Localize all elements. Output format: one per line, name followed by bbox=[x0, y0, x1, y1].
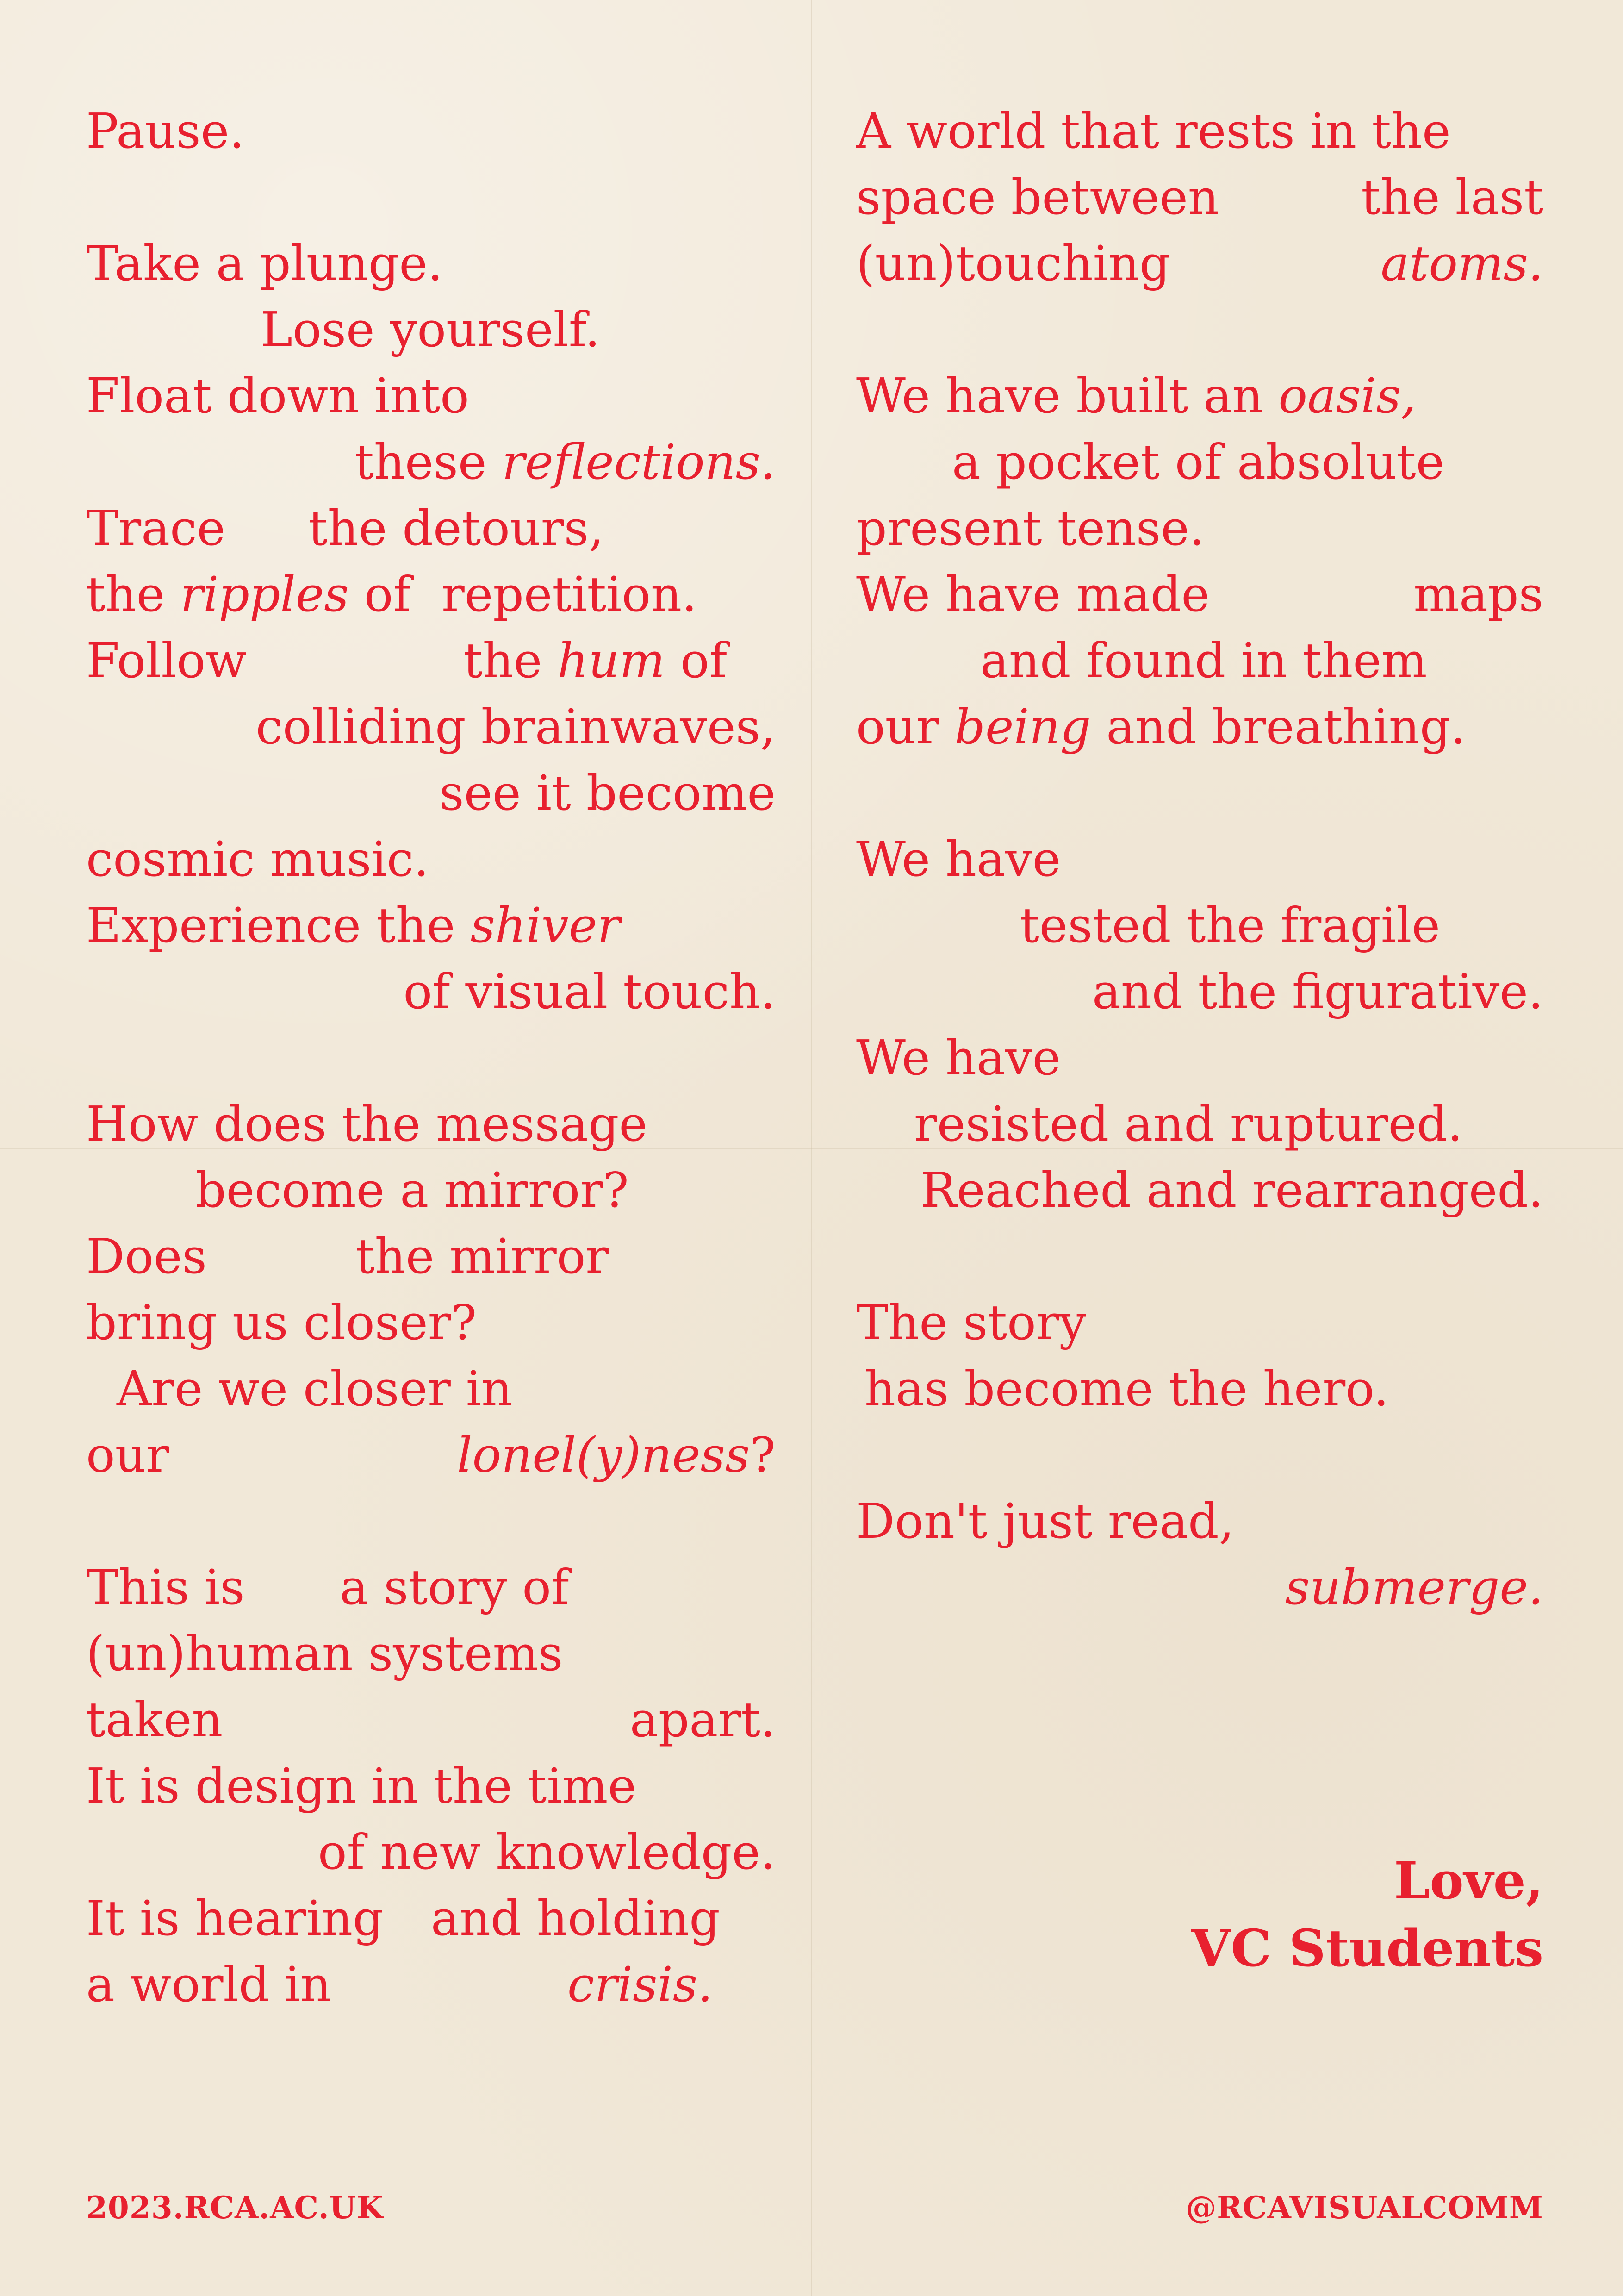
stanza-gap bbox=[856, 1422, 1543, 1488]
poem-line: a world in crisis. bbox=[86, 1956, 713, 2013]
stanza-gap bbox=[856, 1223, 1543, 1290]
poem-line: We have bbox=[856, 831, 1061, 887]
poem-line: become a mirror? bbox=[195, 1162, 629, 1218]
poem-line: Take a plunge. bbox=[86, 235, 443, 292]
poem-line: A world that rests in the bbox=[856, 103, 1451, 159]
stanza-gap bbox=[86, 164, 776, 231]
poem-line: Trace the detours, bbox=[86, 500, 604, 556]
poem-line bbox=[856, 1554, 1543, 1621]
poem-line: resisted and ruptured. bbox=[914, 1096, 1463, 1152]
poem-line: Are we closer in bbox=[117, 1360, 513, 1417]
stanza-gap bbox=[86, 1488, 776, 1554]
poem-line: The story bbox=[856, 1294, 1087, 1351]
emphasis-word: being bbox=[954, 699, 1091, 755]
poem-line: We have made maps bbox=[856, 566, 1543, 623]
poem-line: Don't just read, bbox=[856, 1493, 1234, 1549]
poem-line: We have built an oasis, bbox=[856, 368, 1417, 424]
emphasis-word: shiver bbox=[470, 897, 621, 954]
poem-line: Follow the hum of bbox=[86, 632, 728, 689]
poem-line: This is a story of bbox=[86, 1559, 569, 1616]
poem-line: and the figurative. bbox=[1092, 963, 1543, 1020]
emphasis-word: atoms. bbox=[1380, 235, 1543, 292]
poem-line: present tense. bbox=[856, 500, 1205, 556]
poem-line: our being and breathing. bbox=[856, 699, 1466, 755]
footer-website-link[interactable]: 2023.RCA.AC.UK bbox=[86, 2190, 384, 2226]
emphasis-word: hum bbox=[557, 632, 665, 689]
footer-social-handle[interactable]: @RCAVISUALCOMM bbox=[1186, 2190, 1543, 2226]
poem-line: see it become bbox=[439, 765, 776, 821]
poem-line: tested the fragile bbox=[1020, 897, 1440, 954]
poem-line: Pause. bbox=[86, 103, 245, 159]
poem-line: of new knowledge. bbox=[318, 1824, 776, 1880]
poem-right-column bbox=[856, 98, 1543, 1621]
emphasis-word: lonel(y)ness bbox=[457, 1427, 750, 1483]
signoff-love: Love, bbox=[1394, 1851, 1543, 1910]
poem-line: (un)touching atoms. bbox=[856, 235, 1543, 292]
poem-line: the ripples of repetition. bbox=[86, 566, 697, 623]
poem-left-column bbox=[86, 98, 776, 2018]
poem-line: cosmic music. bbox=[86, 831, 429, 887]
poem-line: Does the mirror bbox=[86, 1228, 609, 1285]
poem-line: (un)human systems bbox=[86, 1625, 563, 1682]
stanza-gap bbox=[86, 1025, 776, 1091]
signoff-author: VC Students bbox=[1191, 1918, 1543, 1978]
poem-line: a pocket of absolute bbox=[952, 434, 1445, 490]
poem-line: Float down into bbox=[86, 368, 469, 424]
poem-line: It is hearing and holding bbox=[86, 1890, 720, 1947]
emphasis-word: submerge. bbox=[1285, 1559, 1543, 1616]
poem-line: has become the hero. bbox=[864, 1360, 1389, 1417]
emphasis-word: crisis. bbox=[567, 1956, 713, 2013]
poem-line: bring us closer? bbox=[86, 1294, 477, 1351]
poem-line: Experience the shiver bbox=[86, 897, 621, 954]
poem-line: It is design in the time bbox=[86, 1758, 636, 1814]
emphasis-word: reflections. bbox=[502, 434, 776, 490]
poem-line: these reflections. bbox=[354, 434, 776, 490]
poem-line: taken apart. bbox=[86, 1691, 776, 1748]
poem-line: of visual touch. bbox=[403, 963, 776, 1020]
poem-line: and found in them bbox=[980, 632, 1427, 689]
poem-line: How does the message bbox=[86, 1096, 647, 1152]
poem-line: Reached and rearranged. bbox=[920, 1162, 1543, 1218]
poem-line: colliding brainwaves, bbox=[255, 699, 776, 755]
emphasis-word: oasis, bbox=[1278, 368, 1417, 424]
emphasis-word: ripples bbox=[180, 566, 349, 623]
poem-line: We have bbox=[856, 1029, 1061, 1086]
poem-line: our lonel(y)ness? bbox=[86, 1427, 776, 1483]
signoff bbox=[1191, 1847, 1543, 1982]
poem-line: Lose yourself. bbox=[261, 301, 600, 358]
stanza-gap bbox=[856, 760, 1543, 826]
stanza-gap bbox=[856, 297, 1543, 363]
poem-line: space between the last bbox=[856, 169, 1543, 225]
